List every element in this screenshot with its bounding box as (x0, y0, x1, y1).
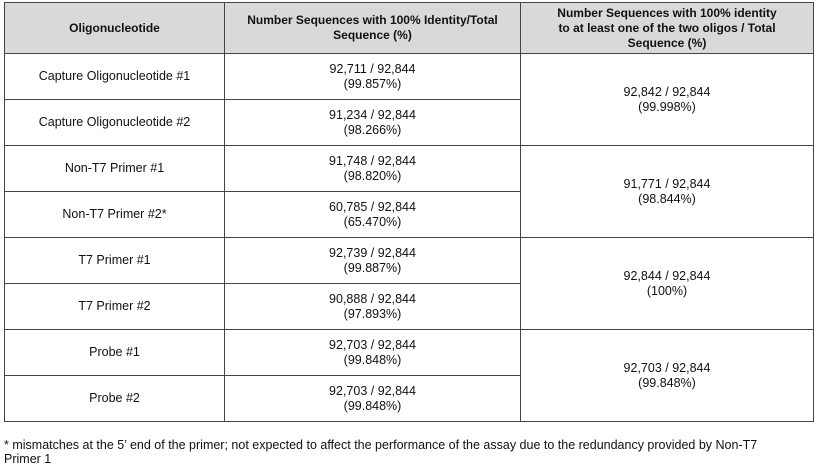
combined-percent: (98.844%) (638, 191, 696, 206)
header-row (5, 3, 814, 54)
identity-cell (225, 284, 521, 330)
identity-cell (225, 100, 521, 146)
identity-percent: (98.820%) (343, 168, 402, 183)
header-identity-combined-line3: Sequence (%) (627, 35, 707, 50)
combined-count: 92,703 / 92,844 (623, 360, 711, 375)
oligo-name-cell: Probe #1 (5, 330, 225, 376)
oligo-name-cell: Probe #2 (5, 376, 225, 422)
identity-cell (225, 330, 521, 376)
combined-identity-cell (521, 238, 814, 330)
identity-count: 91,234 / 92,844 (329, 107, 416, 122)
footnote-line1: * mismatches at the 5’ end of the primer; not expected to affect the performance of the assay due to the redundancy provided by Non-T7 (4, 438, 758, 452)
oligo-name-cell: T7 Primer #2 (5, 284, 225, 330)
identity-percent: (99.848%) (343, 398, 402, 413)
combined-count: 92,842 / 92,844 (623, 84, 711, 99)
oligo-name-cell: T7 Primer #1 (5, 238, 225, 284)
combined-identity-cell (521, 146, 814, 238)
footnote (4, 438, 816, 466)
combined-count: 92,844 / 92,844 (623, 268, 711, 283)
header-identity-per-oligo (225, 3, 521, 54)
identity-percent: (99.887%) (343, 260, 402, 275)
identity-count: 91,748 / 92,844 (329, 153, 416, 168)
identity-cell (225, 192, 521, 238)
table-row (5, 330, 814, 376)
identity-percent: (98.266%) (343, 122, 402, 137)
combined-identity-cell (521, 54, 814, 146)
oligo-name-cell: Capture Oligonucleotide #2 (5, 100, 225, 146)
combined-count: 91,771 / 92,844 (623, 176, 711, 191)
identity-percent: (65.470%) (343, 214, 402, 229)
identity-percent: (99.857%) (343, 76, 402, 91)
identity-percent: (97.893%) (343, 306, 402, 321)
combined-percent: (100%) (646, 283, 688, 298)
identity-count: 92,703 / 92,844 (329, 383, 416, 398)
oligo-name-cell: Non-T7 Primer #1 (5, 146, 225, 192)
header-identity-combined (521, 3, 814, 54)
header-identity-combined-line2: to at least one of the two oligos / Total (558, 20, 776, 35)
oligonucleotide-identity-table-container (4, 2, 813, 422)
oligo-name-cell: Non-T7 Primer #2* (5, 192, 225, 238)
header-identity-per-oligo-line1: Number Sequences with 100% Identity/Total (247, 13, 498, 27)
identity-cell (225, 376, 521, 422)
header-oligonucleotide-text: Oligonucleotide (69, 20, 160, 35)
combined-identity-cell (521, 330, 814, 422)
identity-count: 92,711 / 92,844 (329, 61, 416, 76)
combined-percent: (99.848%) (638, 375, 696, 390)
oligo-name-cell: Capture Oligonucleotide #1 (5, 54, 225, 100)
table-row (5, 238, 814, 284)
oligonucleotide-identity-table (4, 2, 814, 422)
header-identity-combined-line1: Number Sequences with 100% identity (557, 5, 777, 20)
identity-percent: (99.848%) (343, 352, 402, 367)
table-row (5, 54, 814, 100)
table-body (5, 54, 814, 422)
identity-count: 60,785 / 92,844 (329, 199, 416, 214)
header-oligonucleotide (5, 3, 225, 54)
identity-count: 92,739 / 92,844 (329, 245, 416, 260)
identity-cell (225, 54, 521, 100)
combined-percent: (99.998%) (638, 99, 696, 114)
table-row (5, 146, 814, 192)
identity-cell (225, 146, 521, 192)
footnote-line2: Primer 1 (4, 452, 52, 466)
identity-cell (225, 238, 521, 284)
identity-count: 92,703 / 92,844 (329, 337, 416, 352)
table-header (5, 3, 814, 54)
identity-count: 90,888 / 92,844 (329, 291, 416, 306)
header-identity-per-oligo-line2: Sequence (%) (333, 28, 412, 42)
